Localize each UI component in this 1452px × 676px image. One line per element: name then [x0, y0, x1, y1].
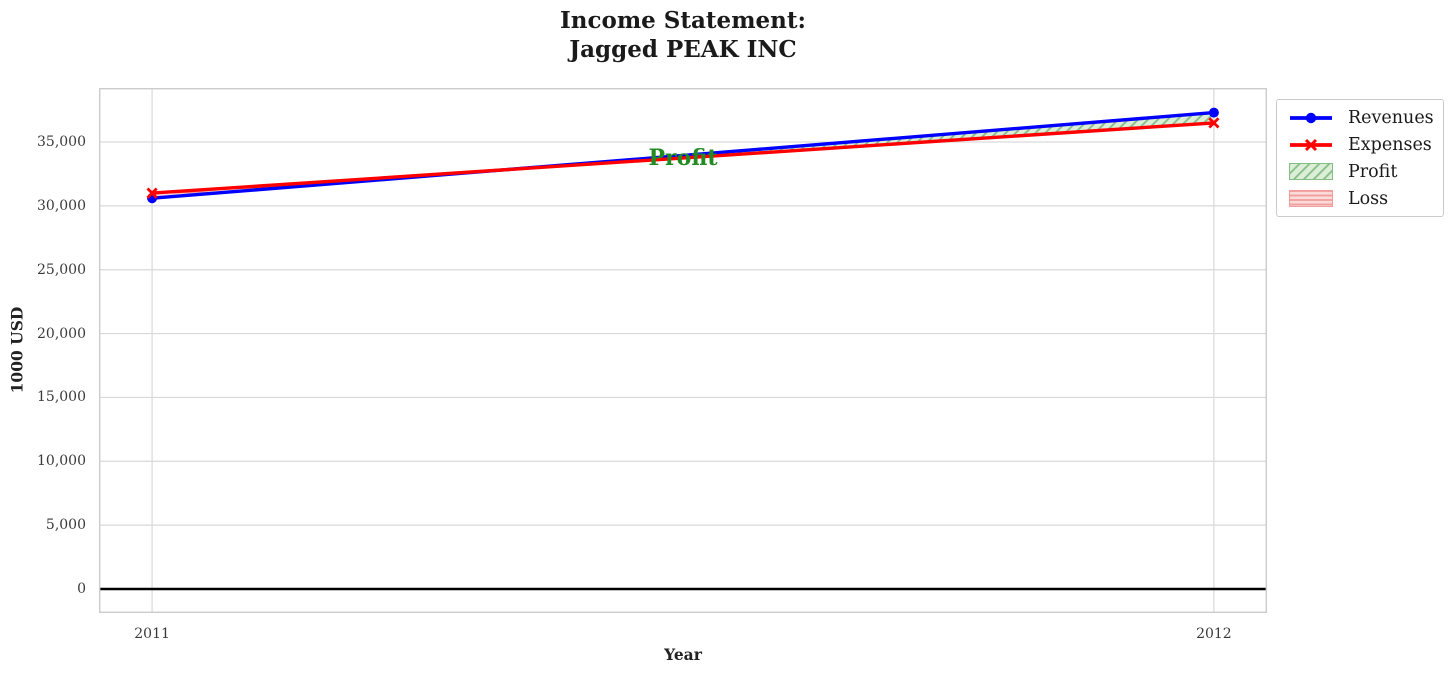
x-axis-label: Year [664, 645, 702, 664]
y-tick-label: 0 [77, 580, 86, 597]
legend-profit-patch-icon [1289, 163, 1333, 180]
legend-label: Profit [1348, 161, 1398, 182]
legend-entry-loss [1289, 185, 1435, 212]
y-tick-label: 25,000 [37, 261, 86, 278]
legend-swatch [1289, 108, 1333, 128]
legend [1276, 99, 1444, 217]
legend-entry-revenues [1289, 104, 1435, 131]
y-tick-label: 10,000 [37, 453, 86, 470]
plot-area [99, 88, 1267, 613]
y-tick-label: 30,000 [37, 197, 86, 214]
legend-loss-patch-icon [1289, 190, 1333, 207]
y-tick-label: 20,000 [37, 325, 86, 342]
profit-annotation: Profit [648, 144, 718, 171]
y-tick-label: 35,000 [37, 134, 86, 151]
legend-entry-profit [1289, 158, 1435, 185]
legend-label: Expenses [1348, 134, 1432, 155]
legend-label: Loss [1348, 188, 1389, 209]
x-tick-label: 2011 [134, 626, 170, 642]
y-tick-label: 5,000 [45, 517, 86, 534]
y-axis-label: 1000 USD [7, 306, 27, 394]
chart-title-line2: Jagged PEAK INC [569, 36, 797, 63]
y-tick-label: 15,000 [37, 389, 86, 406]
legend-swatch [1289, 163, 1333, 180]
legend-label: Revenues [1348, 107, 1434, 128]
chart-title [560, 6, 806, 64]
legend-entry-expenses [1289, 131, 1435, 158]
legend-expenses-line-icon [1289, 135, 1333, 155]
x-tick-label: 2012 [1196, 626, 1232, 642]
legend-swatch [1289, 190, 1333, 207]
legend-swatch [1289, 135, 1333, 155]
legend-revenues-line-icon [1289, 108, 1333, 128]
chart-title-line1: Income Statement: [559, 7, 807, 34]
